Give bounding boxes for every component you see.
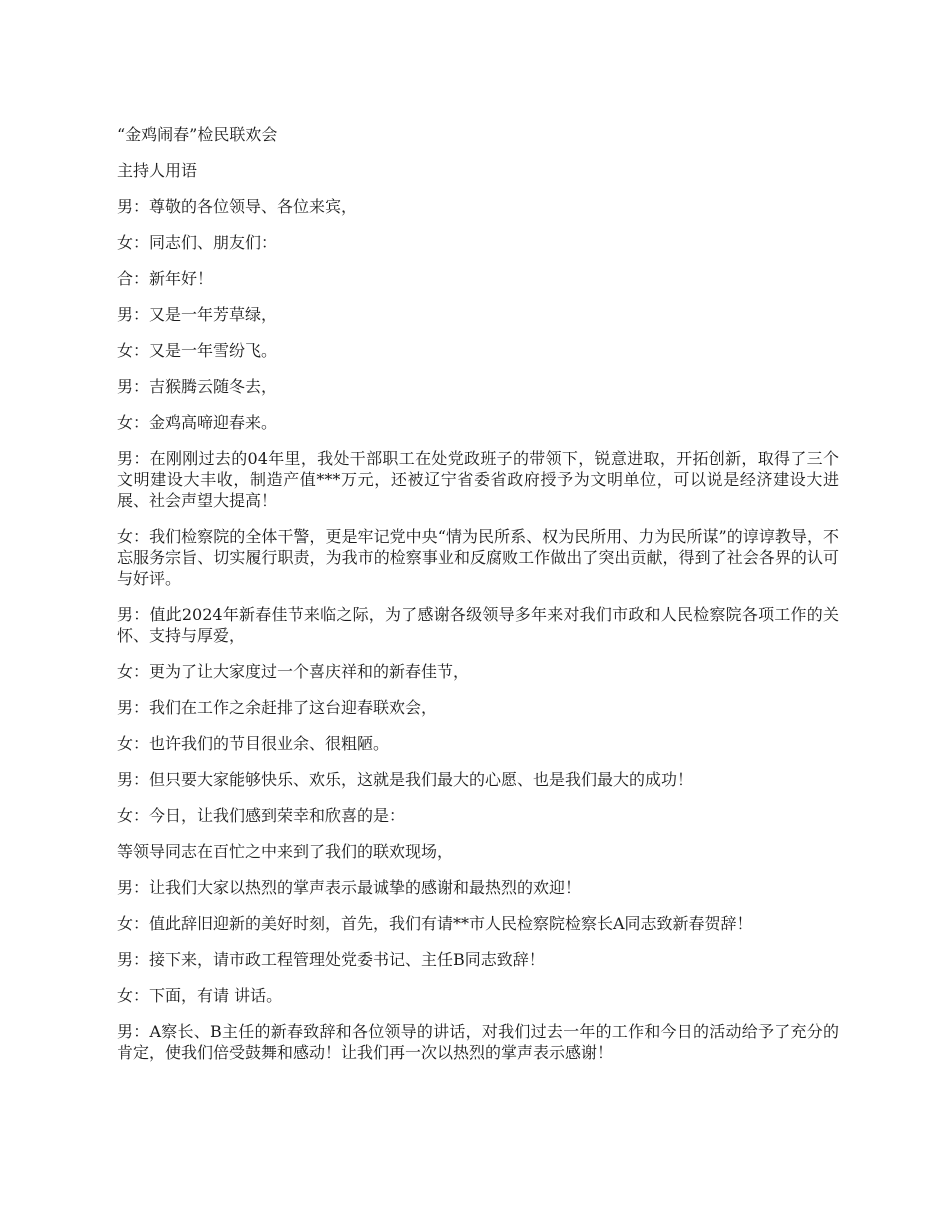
dialogue-line: 男：但只要大家能够快乐、欢乐，这就是我们最大的心愿、也是我们最大的成功！: [117, 770, 694, 789]
dialogue-line: 女：更为了让大家度过一个喜庆祥和的新春佳节，: [117, 662, 470, 681]
dialogue-line: 女：今日，让我们感到荣幸和欣喜的是：: [117, 806, 406, 825]
dialogue-line: 男：让我们大家以热烈的掌声表示最诚挚的感谢和最热烈的欢迎！: [117, 878, 582, 897]
dialogue-line: 男：又是一年芳草绿，: [117, 305, 278, 324]
dialogue-line: 男：在刚刚过去的04年里，我处干部职工在处党政班子的带领下，锐意进取，开拓创新，取得了三个文明建设大丰收，制造产值***万元，还被辽宁省委省政府授予为文明单位，可以说是经济建设大进展、社会声望大提高！: [117, 449, 839, 510]
dialogue-line: 男：A察长、B主任的新春致辞和各位领导的讲话，对我们过去一年的工作和今日的活动给予了充分的肯定，使我们倍受鼓舞和感动！让我们再一次以热烈的掌声表示感谢！: [117, 1022, 839, 1062]
document-title: “金鸡闹春”检民联欢会: [117, 125, 278, 144]
document-body: [117, 124, 839, 1078]
dialogue-line: 女：下面，有请 讲话。: [117, 986, 283, 1005]
dialogue-line: 男：值此2024年新春佳节来临之际，为了感谢各级领导多年来对我们市政和人民检察院各项工作的关怀、支持与厚爱，: [117, 605, 839, 645]
dialogue-line: 女：同志们、朋友们：: [117, 233, 278, 252]
dialogue-line: 男：我们在工作之余赶排了这台迎春联欢会，: [117, 698, 438, 717]
dialogue-line: 女：又是一年雪纷飞。: [117, 341, 278, 360]
dialogue-line: 女：也许我们的节目很业余、很粗陋。: [117, 734, 390, 753]
dialogue-line: 男：接下来，请市政工程管理处党委书记、主任B同志致辞！: [117, 950, 545, 969]
document-subtitle: 主持人用语: [117, 161, 198, 180]
dialogue-line: 女：我们检察院的全体干警，更是牢记党中央“情为民所系、权为民所用、力为民所谋”的谆谆教导，不忘服务宗旨、切实履行职责，为我市的检察事业和反腐败工作做出了突出贡献，得到了社会各界的认可与好评。: [117, 527, 839, 588]
dialogue-line: 合：新年好！: [117, 269, 214, 288]
dialogue-line: 等领导同志在百忙之中来到了我们的联欢现场，: [117, 842, 454, 861]
dialogue-line: 女：值此辞旧迎新的美好时刻，首先，我们有请**市人民检察院检察长A同志致新春贺辞！: [117, 914, 753, 933]
dialogue-line: 女：金鸡高啼迎春来。: [117, 413, 278, 432]
dialogue-line: 男：吉猴腾云随冬去，: [117, 377, 278, 396]
dialogue-line: 男：尊敬的各位领导、各位来宾，: [117, 197, 358, 216]
